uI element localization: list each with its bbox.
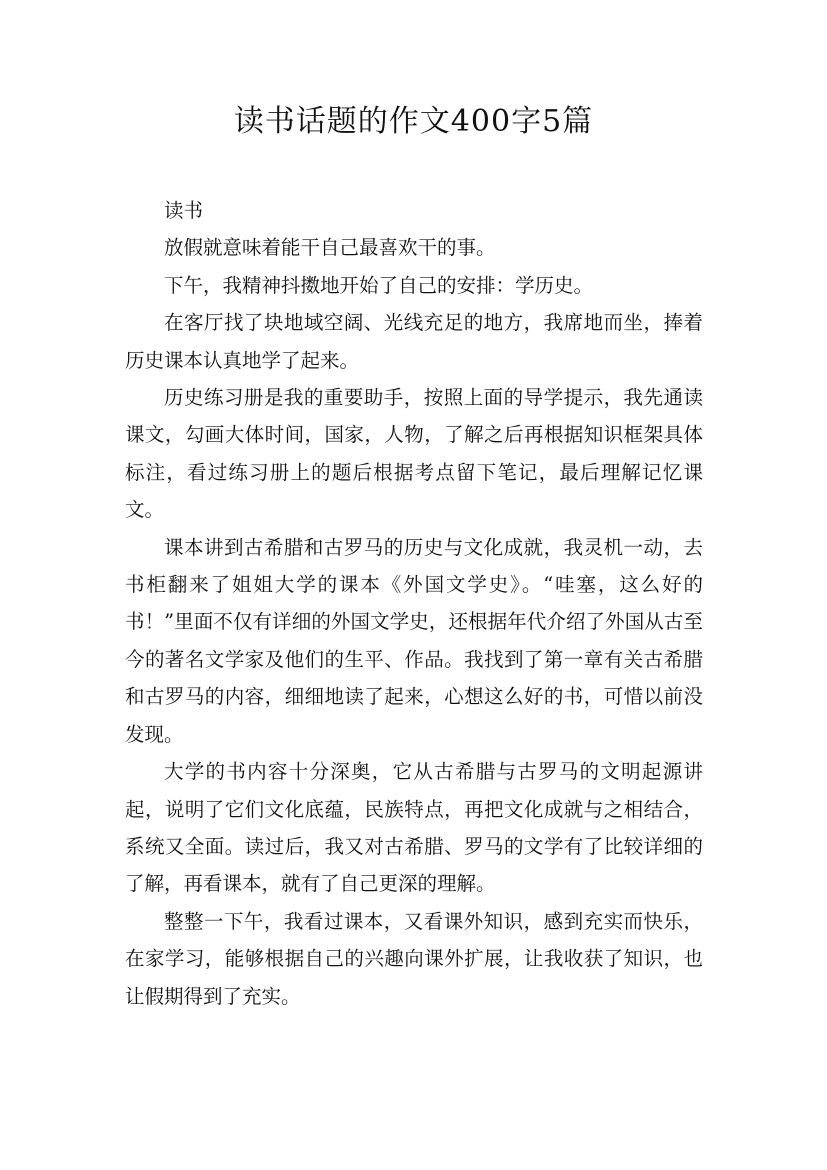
paragraph: 整整一下午，我看过课本，又看课外知识，感到充实而快乐，在家学习，能够根据自己的兴趣向课外扩展，让我收获了知识，也让假期得到了充实。 — [125, 909, 703, 1008]
paragraph: 下午，我精神抖擞地开始了自己的安排：学历史。 — [164, 273, 594, 297]
paragraph: 在客厅找了块地域空阔、光线充足的地方，我席地而坐，捧着历史课本认真地学了起来。 — [125, 311, 703, 372]
paragraph: 大学的书内容十分深奥，它从古希腊与古罗马的文明起源讲起，说明了它们文化底蕴，民族特点，再把文化成就与之相结合，系统又全面。读过后，我又对古希腊、罗马的文学有了比较详细的了解，再看课本，就有了自己更深的理解。 — [125, 760, 703, 896]
section-heading: 读书 — [164, 199, 204, 222]
page-title: 读书话题的作文400字5篇 — [233, 104, 594, 139]
article-body — [125, 192, 703, 1015]
paragraph: 课本讲到古希腊和古罗马的历史与文化成就，我灵机一动，去书柜翻来了姐姐大学的课本《外国文学史》。“哇塞，这么好的书！”里面不仅有详细的外国文学史，还根据年代介绍了外国从古至今的著名文学家及他们的生平、作品。我找到了第一章有关古希腊和古罗马的内容，细细地读了起来，心想这么好的书，可惜以前没发现。 — [125, 535, 703, 746]
paragraph: 放假就意味着能干自己最喜欢干的事。 — [164, 236, 496, 260]
paragraph: 历史练习册是我的重要助手，按照上面的导学提示，我先通读课文，勾画大体时间，国家，人物，了解之后再根据知识框架具体标注，看过练习册上的题后根据考点留下笔记，最后理解记忆课文。 — [125, 386, 703, 522]
